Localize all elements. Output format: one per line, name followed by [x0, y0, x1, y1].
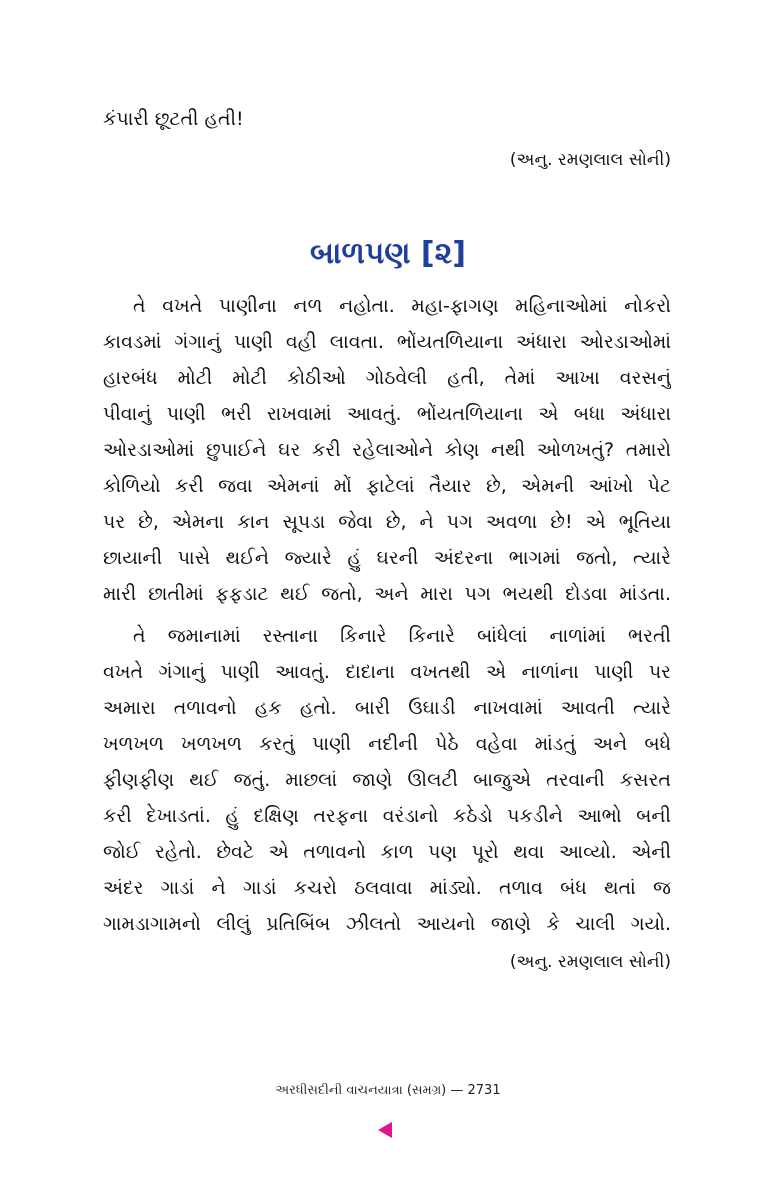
paragraph-line: હારબંધ મોટી મોટી કોઠીઓ ગોઠવેલી હતી, તેમાં આખા વરસનું — [103, 367, 671, 389]
paragraph-line: તે વખતે પાણીના નળ નહોતા. મહા-ફાગણ મહિનાઓમાં નોકરો — [133, 295, 671, 317]
paragraph-line: પર છે, એમના કાન સૂપડા જેવા છે, ને પગ અવળા છે! એ ભૂતિયા — [103, 511, 671, 533]
paragraph-line: અમારા તળાવનો હક હતો. બારી ઉઘાડી નાખવામાં આવતી ત્યારે — [103, 697, 671, 719]
paragraph-line: કોળિયો કરી જવા એમનાં મોં ફાટેલાં તૈયાર છે, એમની આંખો પેટ — [103, 475, 671, 497]
paragraph-line: છાયાની પાસે થઈને જ્યારે હું ઘરની અંદરના ભાગમાં જતો, ત્યારે — [103, 547, 671, 569]
previous-page-arrow-icon[interactable] — [378, 1122, 392, 1138]
previous-attribution: (અનુ. રમણલાલ સોની) — [509, 150, 671, 170]
paragraph-line: કાવડમાં ગંગાનું પાણી વહી લાવતા. ભોંયતળિયાના અંધારા ઓરડાઓમાં — [103, 331, 671, 353]
section-attribution: (અનુ. રમણલાલ સોની) — [509, 952, 671, 972]
paragraph-line: તે જમાનામાં રસ્તાના કિનારે કિનારે બાંધેલાં નાળાંમાં ભરતી — [133, 625, 671, 647]
section-title: બાળપણ [૨] — [310, 236, 466, 271]
page-footer: અરધીસદીની વાચનયાત્રા (સમગ્ર) — 2731 — [275, 1083, 501, 1098]
paragraph-line: પીવાનું પાણી ભરી રાખવામાં આવતું. ભોંયતળિયાના એ બધા અંધારા — [103, 403, 671, 425]
paragraph-line: જોઈ રહેતો. છેવટે એ તળાવનો કાળ પણ પૂરો થવા આવ્યો. એની — [103, 841, 671, 863]
paragraph-line: ફીણફીણ થઈ જતું. માછલાં જાણે ઊલટી બાજુએ તરવાની કસરત — [103, 769, 671, 791]
paragraph-line: કરી દેખાડતાં. હું દક્ષિણ તરફના વરંડાનો કઠેડો પકડીને આભો બની — [103, 805, 671, 827]
paragraph-line: ખળખળ ખળખળ કરતું પાણી નદીની પેઠે વહેવા માંડતું અને બધે — [103, 733, 671, 755]
paragraph-line: ગામડાગામનો લીલું પ્રતિબિંબ ઝીલતો આયનો જાણે કે ચાલી ગયો. — [103, 913, 671, 935]
paragraph-line: ઓરડાઓમાં છુપાઈને ઘર કરી રહેલાઓને કોણ નથી ઓળખતું? તમારો — [103, 439, 671, 461]
paragraph-line: અંદર ગાડાં ને ગાડાં કચરો ઠલવાવા માંડ્યો. તળાવ બંધ થતાં જ — [103, 877, 671, 899]
previous-closing-line: કંપારી છૂટતી હતી! — [103, 108, 244, 130]
paragraph-line: વખતે ગંગાનું પાણી આવતું. દાદાના વખતથી એ નાળાંના પાણી પર — [103, 661, 671, 683]
paragraph-line: મારી છાતીમાં ફફડાટ થઈ જતો, અને મારા પગ ભયથી દોડવા માંડતા. — [103, 583, 671, 605]
